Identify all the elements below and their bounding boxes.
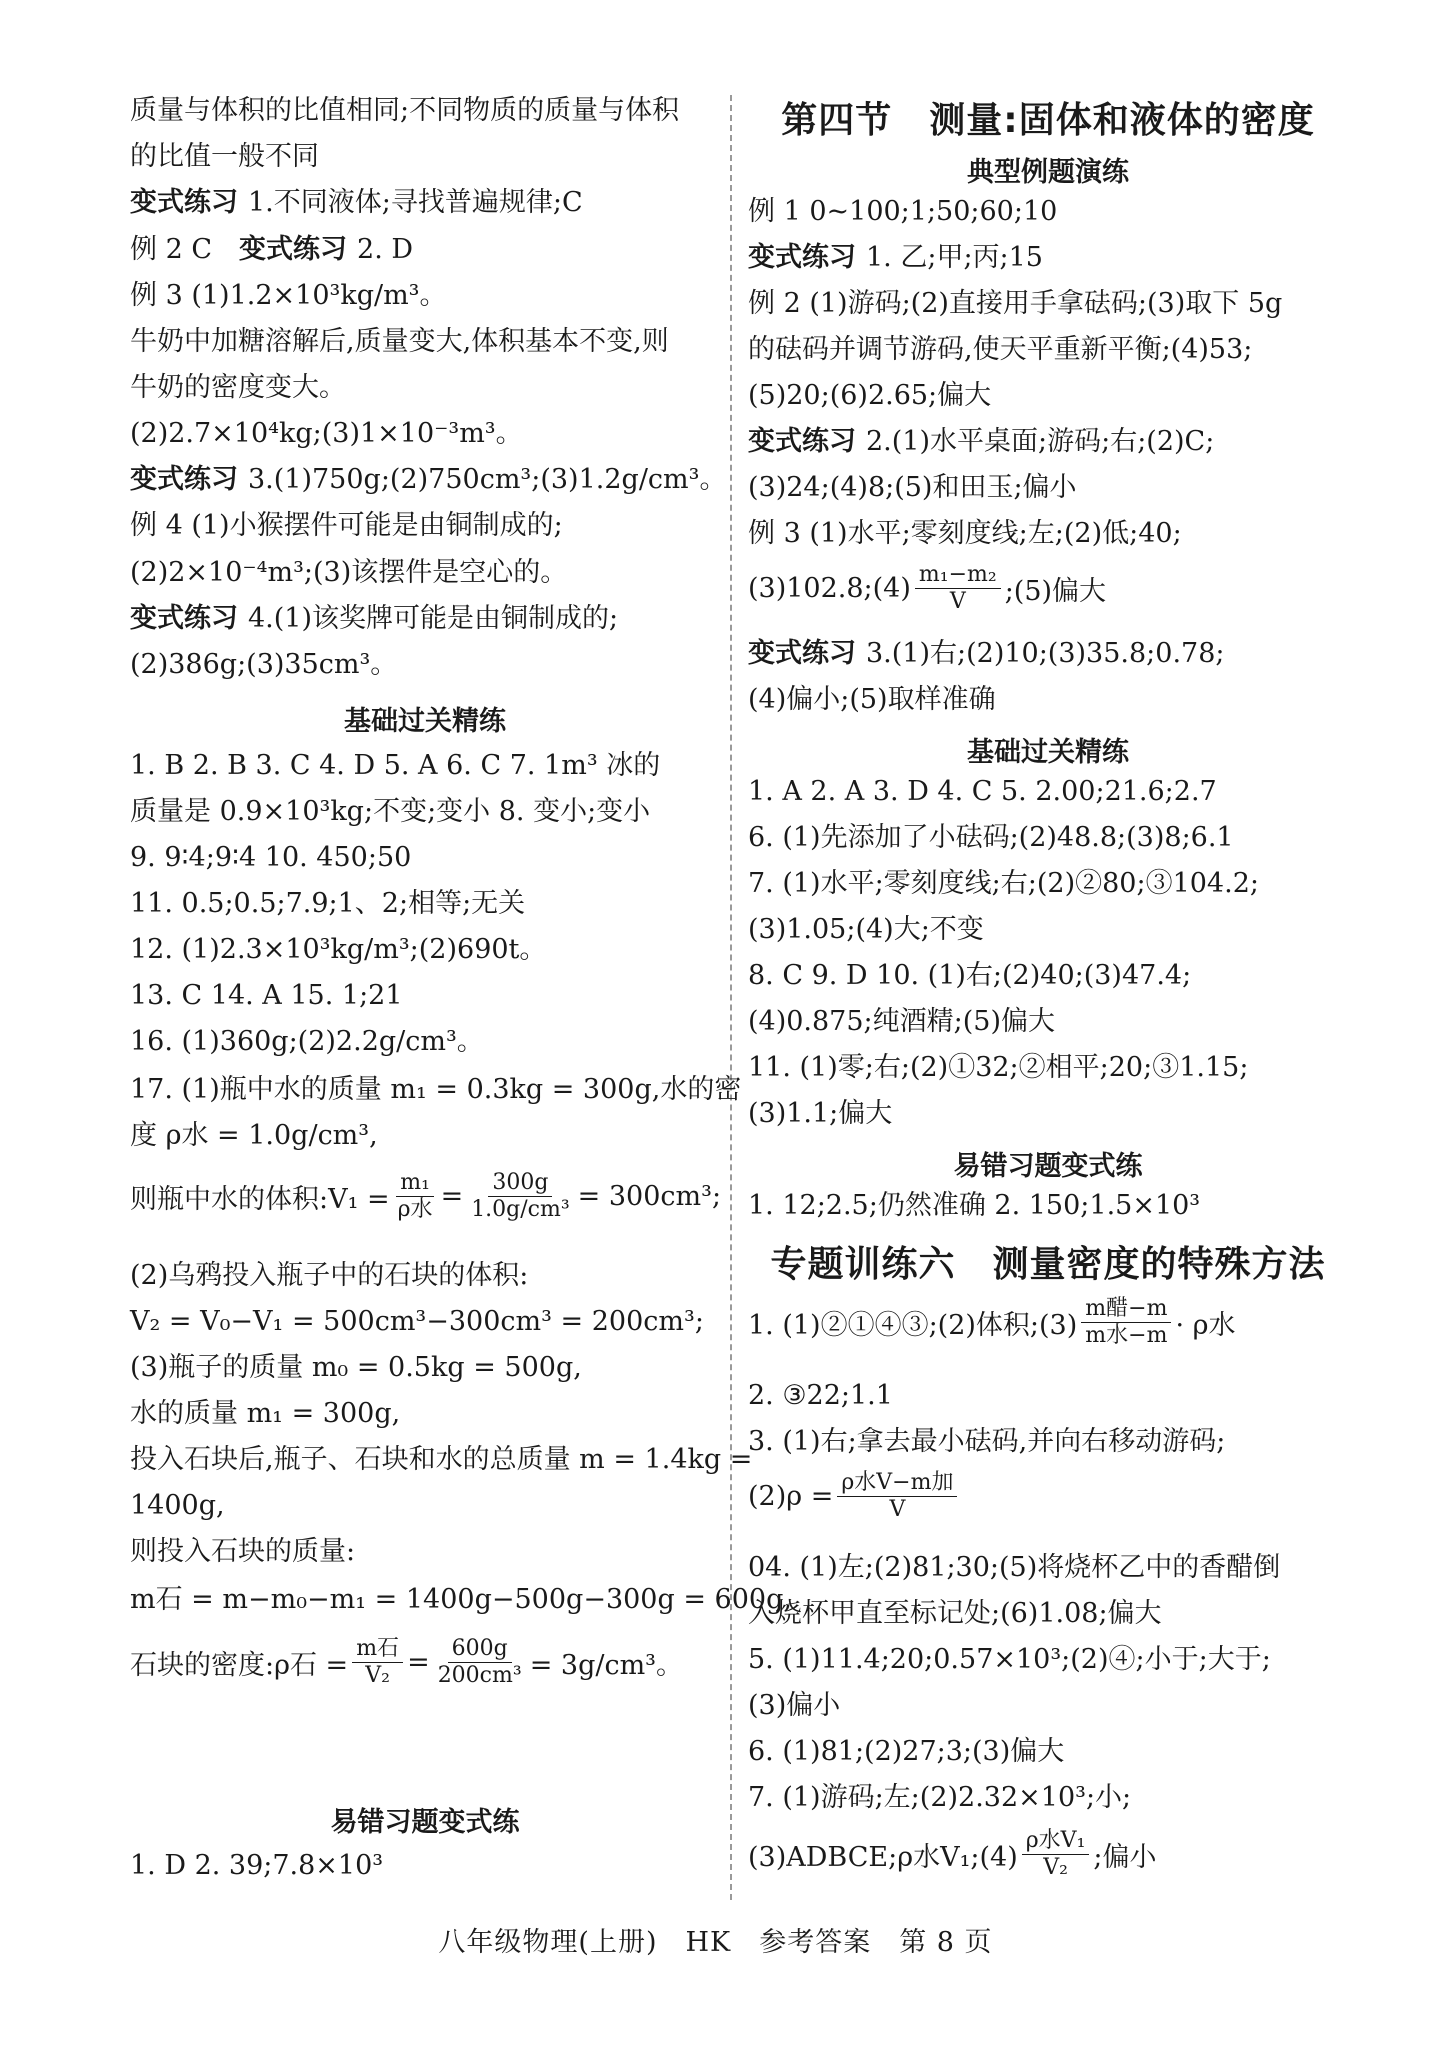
- answer-line: 1. D 2. 39;7.8×10³: [130, 1850, 384, 1881]
- answer-line: 的比值一般不同: [130, 141, 319, 172]
- answer-line: 04. (1)左;(2)81;30;(5)将烧杯乙中的香醋倒: [748, 1552, 1281, 1583]
- answer-line: 1. B 2. B 3. C 4. D 5. A 6. C 7. 1m³ 冰的: [130, 750, 661, 781]
- variant-tag: 变式练习: [239, 234, 348, 265]
- section-heading: 易错习题变式练: [330, 1807, 520, 1838]
- answer-line: 投入石块后,瓶子、石块和水的总质量 m = 1.4kg =: [130, 1444, 753, 1475]
- answer-line: 9. 9∶4;9∶4 10. 450;50: [130, 842, 412, 873]
- section-heading: 典型例题演练: [967, 157, 1129, 188]
- answer-line: (2)386g;(3)35cm³。: [130, 649, 398, 680]
- answer-line: 8. C 9. D 10. (1)右;(2)40;(3)47.4;: [748, 960, 1192, 991]
- answer-line: 变式练习 2.(1)水平桌面;游码;右;(2)C;: [748, 426, 1215, 457]
- answer-line: 度 ρ水 = 1.0g/cm³,: [130, 1120, 378, 1151]
- answer-line: 11. 0.5;0.5;7.9;1、2;相等;无关: [130, 888, 526, 919]
- variant-tag: 变式练习: [130, 187, 238, 218]
- answer-line: (2)2×10⁻⁴m³;(3)该摆件是空心的。: [130, 557, 568, 588]
- answer-line: 3. (1)右;拿去最小砝码,并向右移动游码;: [748, 1426, 1226, 1457]
- answer-line: 7. (1)水平;零刻度线;右;(2)②80;③104.2;: [748, 868, 1259, 899]
- answer-line: V₂ = V₀−V₁ = 500cm³−300cm³ = 200cm³;: [130, 1306, 704, 1337]
- answer-line: 7. (1)游码;左;(2)2.32×10³;小;: [748, 1782, 1132, 1813]
- answer-line: 例 4 (1)小猴摆件可能是由铜制成的;: [130, 510, 563, 541]
- answer-line: 13. C 14. A 15. 1;21: [130, 980, 403, 1011]
- answer-line: (3)瓶子的质量 m₀ = 0.5kg = 500g,: [130, 1352, 582, 1383]
- answer-line: (3)1.1;偏大: [748, 1098, 893, 1129]
- answer-line: 变式练习 3.(1)750g;(2)750cm³;(3)1.2g/cm³。: [130, 464, 727, 495]
- section-title: 专题训练六 测量密度的特殊方法: [770, 1244, 1326, 1285]
- formula-line: 石块的密度:ρ石 = $\frac{\text{m石}}{\text{V₂}}$ = $\frac{600g}{\text{200cm³}}$ = 3g/cm³。: [130, 1636, 683, 1688]
- answer-line: 变式练习 1. 乙;甲;丙;15: [748, 242, 1043, 273]
- fraction: $\frac{\text{m醋−m}}{\text{m水−m}}$: [1081, 1296, 1171, 1349]
- answer-line: 16. (1)360g;(2)2.2g/cm³。: [130, 1026, 484, 1057]
- fraction: $\frac{\text{ρ水V₁}}{\text{V₂}}$: [1022, 1828, 1090, 1881]
- fraction: $\frac{\text{m石}}{\text{V₂}}$: [352, 1636, 403, 1689]
- answer-line: 6. (1)81;(2)27;3;(3)偏大: [748, 1736, 1065, 1767]
- column-divider: [730, 95, 732, 1900]
- answer-line: 牛奶的密度变大。: [130, 372, 346, 403]
- answer-line: 质量与体积的比值相同;不同物质的质量与体积: [130, 95, 680, 126]
- answer-line: 例 3 (1)水平;零刻度线;左;(2)低;40;: [748, 518, 1182, 549]
- formula-line: 则瓶中水的体积:V₁ = $\frac{\text{m₁}}{\text{ρ水}}$ = $\frac{300g}{\text{1.0g/cm³}}$ = 300cm³;: [130, 1170, 722, 1222]
- fraction: $\frac{300g}{\text{1.0g/cm³}}$: [471, 1170, 570, 1222]
- answer-line: 11. (1)零;右;(2)①32;②相平;20;③1.15;: [748, 1052, 1249, 1083]
- answer-line: 入烧杯甲直至标记处;(6)1.08;偏大: [748, 1598, 1162, 1629]
- variant-tag: 变式练习: [130, 603, 238, 634]
- section-heading: 易错习题变式练: [953, 1151, 1143, 1182]
- answer-line: 6. (1)先添加了小砝码;(2)48.8;(3)8;6.1: [748, 822, 1234, 853]
- answer-line: 变式练习 4.(1)该奖牌可能是由铜制成的;: [130, 603, 619, 634]
- section-title: 第四节 测量:固体和液体的密度: [781, 100, 1315, 141]
- fraction: $\frac{600g}{\text{200cm³}}$: [437, 1636, 522, 1688]
- fraction: $\frac{\text{m₁−m₂}}{V}$: [915, 562, 1001, 615]
- answer-line: (5)20;(6)2.65;偏大: [748, 380, 992, 411]
- variant-tag: 变式练习: [748, 242, 856, 273]
- answer-line: 1400g,: [130, 1490, 225, 1521]
- answer-line: 例 2 C 变式练习 2. D: [130, 234, 414, 265]
- variant-tag: 变式练习: [748, 638, 856, 669]
- answer-line: 12. (1)2.3×10³kg/m³;(2)690t。: [130, 934, 547, 965]
- answer-line: 2. ③22;1.1: [748, 1380, 893, 1411]
- answer-line: 例 1 0~100;1;50;60;10: [748, 196, 1058, 227]
- answer-line: 质量是 0.9×10³kg;不变;变小 8. 变小;变小: [130, 796, 651, 827]
- answer-line: (3)1.05;(4)大;不变: [748, 914, 984, 945]
- answer-line: 1. 12;2.5;仍然准确 2. 150;1.5×10³: [748, 1190, 1201, 1221]
- fraction: $\frac{\text{m₁}}{\text{ρ水}}$: [397, 1170, 433, 1222]
- answer-line: 例 2 (1)游码;(2)直接用手拿砝码;(3)取下 5g: [748, 288, 1283, 319]
- answer-line: (4)0.875;纯酒精;(5)偏大: [748, 1006, 1055, 1037]
- answer-line: (3)24;(4)8;(5)和田玉;偏小: [748, 472, 1077, 503]
- variant-tag: 变式练习: [748, 426, 856, 457]
- answer-line: 则投入石块的质量:: [130, 1536, 356, 1567]
- fraction: $\frac{\text{ρ水V−m加}}{V}$: [837, 1470, 957, 1523]
- page-footer: 八年级物理(上册) HK 参考答案 第 8 页: [438, 1927, 993, 1958]
- variant-tag: 变式练习: [130, 464, 238, 495]
- answer-line: 17. (1)瓶中水的质量 m₁ = 0.3kg = 300g,水的密: [130, 1074, 742, 1105]
- section-heading: 基础过关精练: [344, 706, 506, 737]
- section-heading: 基础过关精练: [967, 737, 1129, 768]
- answer-line: 变式练习 1.不同液体;寻找普遍规律;C: [130, 187, 583, 218]
- answer-line: 水的质量 m₁ = 300g,: [130, 1398, 401, 1429]
- answer-line: 的砝码并调节游码,使天平重新平衡;(4)53;: [748, 334, 1253, 365]
- answer-line: 例 3 (1)1.2×10³kg/m³。: [130, 280, 447, 311]
- answer-line: (2)2.7×10⁴kg;(3)1×10⁻³m³。: [130, 418, 523, 449]
- answer-line: 牛奶中加糖溶解后,质量变大,体积基本不变,则: [130, 326, 669, 357]
- answer-line: m石 = m−m₀−m₁ = 1400g−500g−300g = 600g,: [130, 1584, 792, 1615]
- answer-line: (2)乌鸦投入瓶子中的石块的体积:: [130, 1260, 529, 1291]
- answer-line: (3)偏小: [748, 1690, 841, 1721]
- formula-line: (3)102.8;(4) $\frac{\text{m₁−m₂}}{V}$ ;(5)偏大: [748, 562, 1107, 614]
- answer-line: 5. (1)11.4;20;0.57×10³;(2)④;小于;大于;: [748, 1644, 1271, 1675]
- formula-line: 1. (1)②①④③;(2)体积;(3) $\frac{\text{m醋−m}}{\text{m水−m}}$ · ρ水: [748, 1296, 1236, 1348]
- formula-line: (2)ρ = $\frac{\text{ρ水V−m加}}{V}$: [748, 1470, 961, 1523]
- answer-line: 1. A 2. A 3. D 4. C 5. 2.00;21.6;2.7: [748, 776, 1217, 807]
- formula-line: (3)ADBCE;ρ水V₁;(4) $\frac{\text{ρ水V₁}}{\text{V₂}}$ ;偏小: [748, 1828, 1157, 1880]
- answer-line: 变式练习 3.(1)右;(2)10;(3)35.8;0.78;: [748, 638, 1225, 669]
- answer-line: (4)偏小;(5)取样准确: [748, 684, 996, 715]
